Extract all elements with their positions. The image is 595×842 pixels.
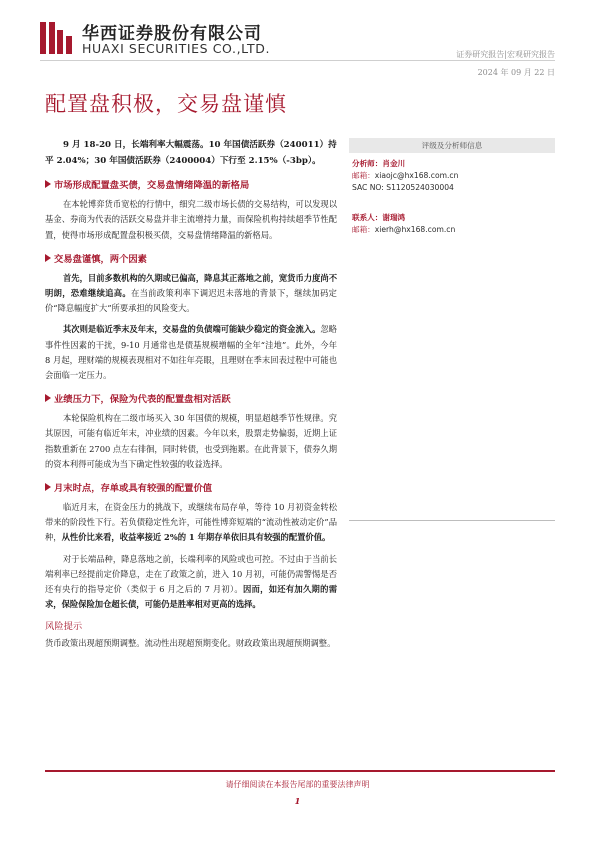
contact-info — [352, 212, 552, 236]
section-heading — [45, 177, 337, 191]
section-heading-text: 业绩压力下，保险为代表的配置盘相对活跃 — [54, 394, 231, 406]
text-run: 忽略事件性因素的干扰，9-10 月通常也是债基规模增幅的全年“洼地”。此外，今年 8 月起，理财端的规模表现相对不如往年亮眼，且理财在季末回表过程中可能也会面临一定压力。 — [45, 324, 337, 381]
sidebar-header: 评级及分析师信息 — [349, 138, 555, 153]
risk-title: 风险提示 — [45, 621, 83, 633]
analyst-email-row — [352, 170, 552, 182]
triangle-bullet-icon — [45, 483, 51, 491]
contact-email-row — [352, 224, 552, 236]
bold-text-run: 从性价比来看，收益率接近 2%的 1 年期存单依旧具有较强的配置价值。 — [61, 532, 331, 543]
analyst-name: 分析师：肖金川 — [352, 159, 406, 168]
triangle-bullet-icon — [45, 254, 51, 262]
body-paragraph — [45, 500, 337, 546]
analyst-email[interactable]: xiaojc@hx168.com.cn — [374, 171, 459, 180]
main-column — [45, 138, 337, 652]
contact-email[interactable]: xierh@hx168.com.cn — [374, 225, 456, 234]
triangle-bullet-icon — [45, 394, 51, 402]
triangle-bullet-icon — [45, 180, 51, 188]
analyst-email-key: 邮箱： — [352, 171, 375, 180]
text-run: 在当前政策利率下调迟迟未落地的背景下，继续加码定价“降息幅度扩大”所要承担的风险变大。 — [45, 288, 337, 314]
analyst-sac: S1120524030004 — [386, 183, 454, 192]
body-paragraph — [45, 271, 337, 317]
bold-text-run: 因而，如还有加久期的需求，保险保险加仓超长债，可能仍是胜率相对更高的选择。 — [45, 584, 337, 610]
sidebar-divider — [349, 520, 555, 521]
text-run: 在本轮博弈货币宽松的行情中，细究二级市场长债的交易结构，可以发现以基金、券商为代表的活跃交易盘并非主流增持力量，而保险机构持续超季节性配置，使得市场形成配置盘积极买债，交易盘情绪降温的新格局。 — [45, 199, 337, 240]
section-heading — [45, 251, 337, 265]
section-heading-text: 月末时点，存单或具有较强的配置价值 — [54, 483, 213, 495]
company-name-cn: 华西证券股份有限公司 — [82, 24, 262, 44]
sections-container — [45, 177, 337, 612]
text-run: 本轮保险机构在二级市场买入 30 年国债的规模，明显超越季节性规律。究其原因，可能有临近年末，冲业绩的因素。今年以来，股票走势偏弱，近期上证指数重新在 2700 点左右徘徊，同时转债，也受到拖累。在此背景下，债券久期的资本利得可能成为当下确定性较强的收益选择。 — [45, 413, 337, 469]
bold-text-run: 其次则是临近季末及年末，交易盘的负债端可能缺少稳定的资金流入。 — [63, 324, 321, 335]
analyst-sac-row — [352, 182, 552, 194]
page-number: 1 — [294, 797, 301, 807]
section-heading-text: 交易盘谨慎，两个因素 — [54, 253, 147, 265]
analyst-sac-key: SAC NO: — [352, 183, 387, 192]
section-heading-text: 市场形成配置盘买债，交易盘情绪降温的新格局 — [54, 180, 250, 192]
analyst-info — [352, 158, 552, 194]
company-name-en: HUAXI SECURITIES CO.,LTD. — [82, 41, 271, 56]
legal-notice[interactable]: 请仔细阅读在本报告尾部的重要法律声明 — [225, 780, 370, 789]
text-run: 对于长端品种，降息落地之前，长端利率的风险或也可控。不过由于当前长端利率已经提前定价降息，走在了政策之前，进入 10 月初，可能仍需警惕是否还有央行的指导定价（类似于 6 月之后的 7 月初）。 — [45, 553, 337, 595]
section-heading — [45, 391, 337, 405]
bold-text-run: 首先，目前多数机构的久期或已偏高，降息其正落地之前，宽货币力度尚不明朗，恐难继续追高。 — [45, 272, 337, 298]
body-paragraph — [45, 197, 337, 243]
header-divider — [40, 60, 555, 61]
report-date: 2024 年 09 月 22 日 — [477, 68, 555, 77]
report-title: 配置盘积极，交易盘谨慎 — [45, 92, 287, 116]
risk-text: 货币政策出现超预期调整。流动性出现超预期变化。财政政策出现超预期调整。 — [45, 638, 336, 649]
contact-email-key: 邮箱： — [352, 225, 375, 234]
text-run: 临近月末，在资金压力的挑战下，或继续布局存单，等待 10 月初资金转松带来的阶段性下行。若负债稳定性允许，可能性博弈短端的“流动性被动定价”品种， — [45, 502, 337, 543]
body-paragraph — [45, 552, 337, 613]
company-logo — [40, 20, 76, 56]
section-heading — [45, 480, 337, 494]
body-paragraph — [45, 322, 337, 383]
footer-divider — [45, 770, 555, 772]
summary-text: 9 月 18-20 日，长端利率大幅震荡。10 年国债活跃券（240011）持平 2.04%；30 年国债活跃券（2400004）下行至 2.15%（-3bp）。 — [45, 140, 337, 166]
report-type: 证券研究报告|宏观研究报告 — [456, 50, 555, 59]
contact-name: 联系人：谢瑞鸿 — [352, 213, 406, 222]
body-paragraph — [45, 411, 337, 472]
